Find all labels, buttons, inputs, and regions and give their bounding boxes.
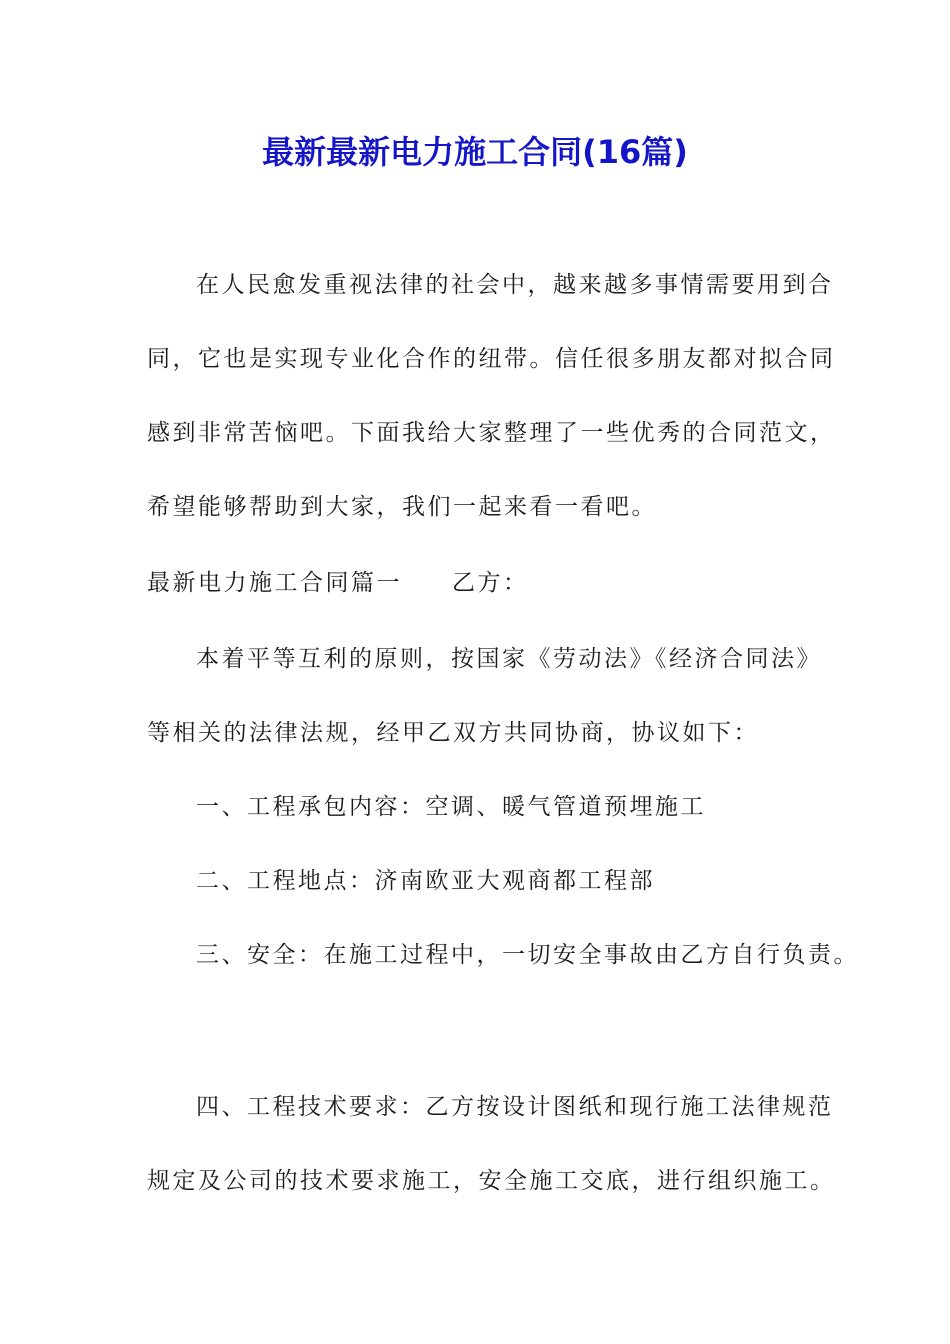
party-b-label: 乙方： — [452, 570, 529, 596]
clause-1: 一、工程承包内容：空调、暖气管道预埋施工 — [196, 794, 706, 820]
section-heading: 最新电力施工合同篇一 — [147, 570, 402, 596]
clause-4-line-2: 规定及公司的技术要求施工，安全施工交底，进行组织施工。 — [147, 1168, 836, 1194]
principle-line-2: 等相关的法律法规，经甲乙双方共同协商，协议如下： — [147, 720, 759, 746]
clause-3: 三、安全：在施工过程中，一切安全事故由乙方自行负责。 — [196, 942, 859, 968]
intro-line-3: 感到非常苦恼吧。下面我给大家整理了一些优秀的合同范文， — [147, 420, 836, 446]
intro-line-2: 同，它也是实现专业化合作的纽带。信任很多朋友都对拟合同 — [147, 346, 836, 372]
document-title: 最新最新电力施工合同(16篇) — [262, 133, 688, 171]
principle-line-1: 本着平等互利的原则，按国家《劳动法》《经济合同法》 — [196, 646, 822, 672]
clause-4-line-1: 四、工程技术要求：乙方按设计图纸和现行施工法律规范 — [196, 1094, 834, 1120]
intro-line-1: 在人民愈发重视法律的社会中，越来越多事情需要用到合 — [196, 272, 834, 298]
section-heading-row — [147, 568, 529, 598]
intro-line-4: 希望能够帮助到大家，我们一起来看一看吧。 — [147, 494, 657, 520]
clause-2: 二、工程地点：济南欧亚大观商都工程部 — [196, 868, 655, 894]
